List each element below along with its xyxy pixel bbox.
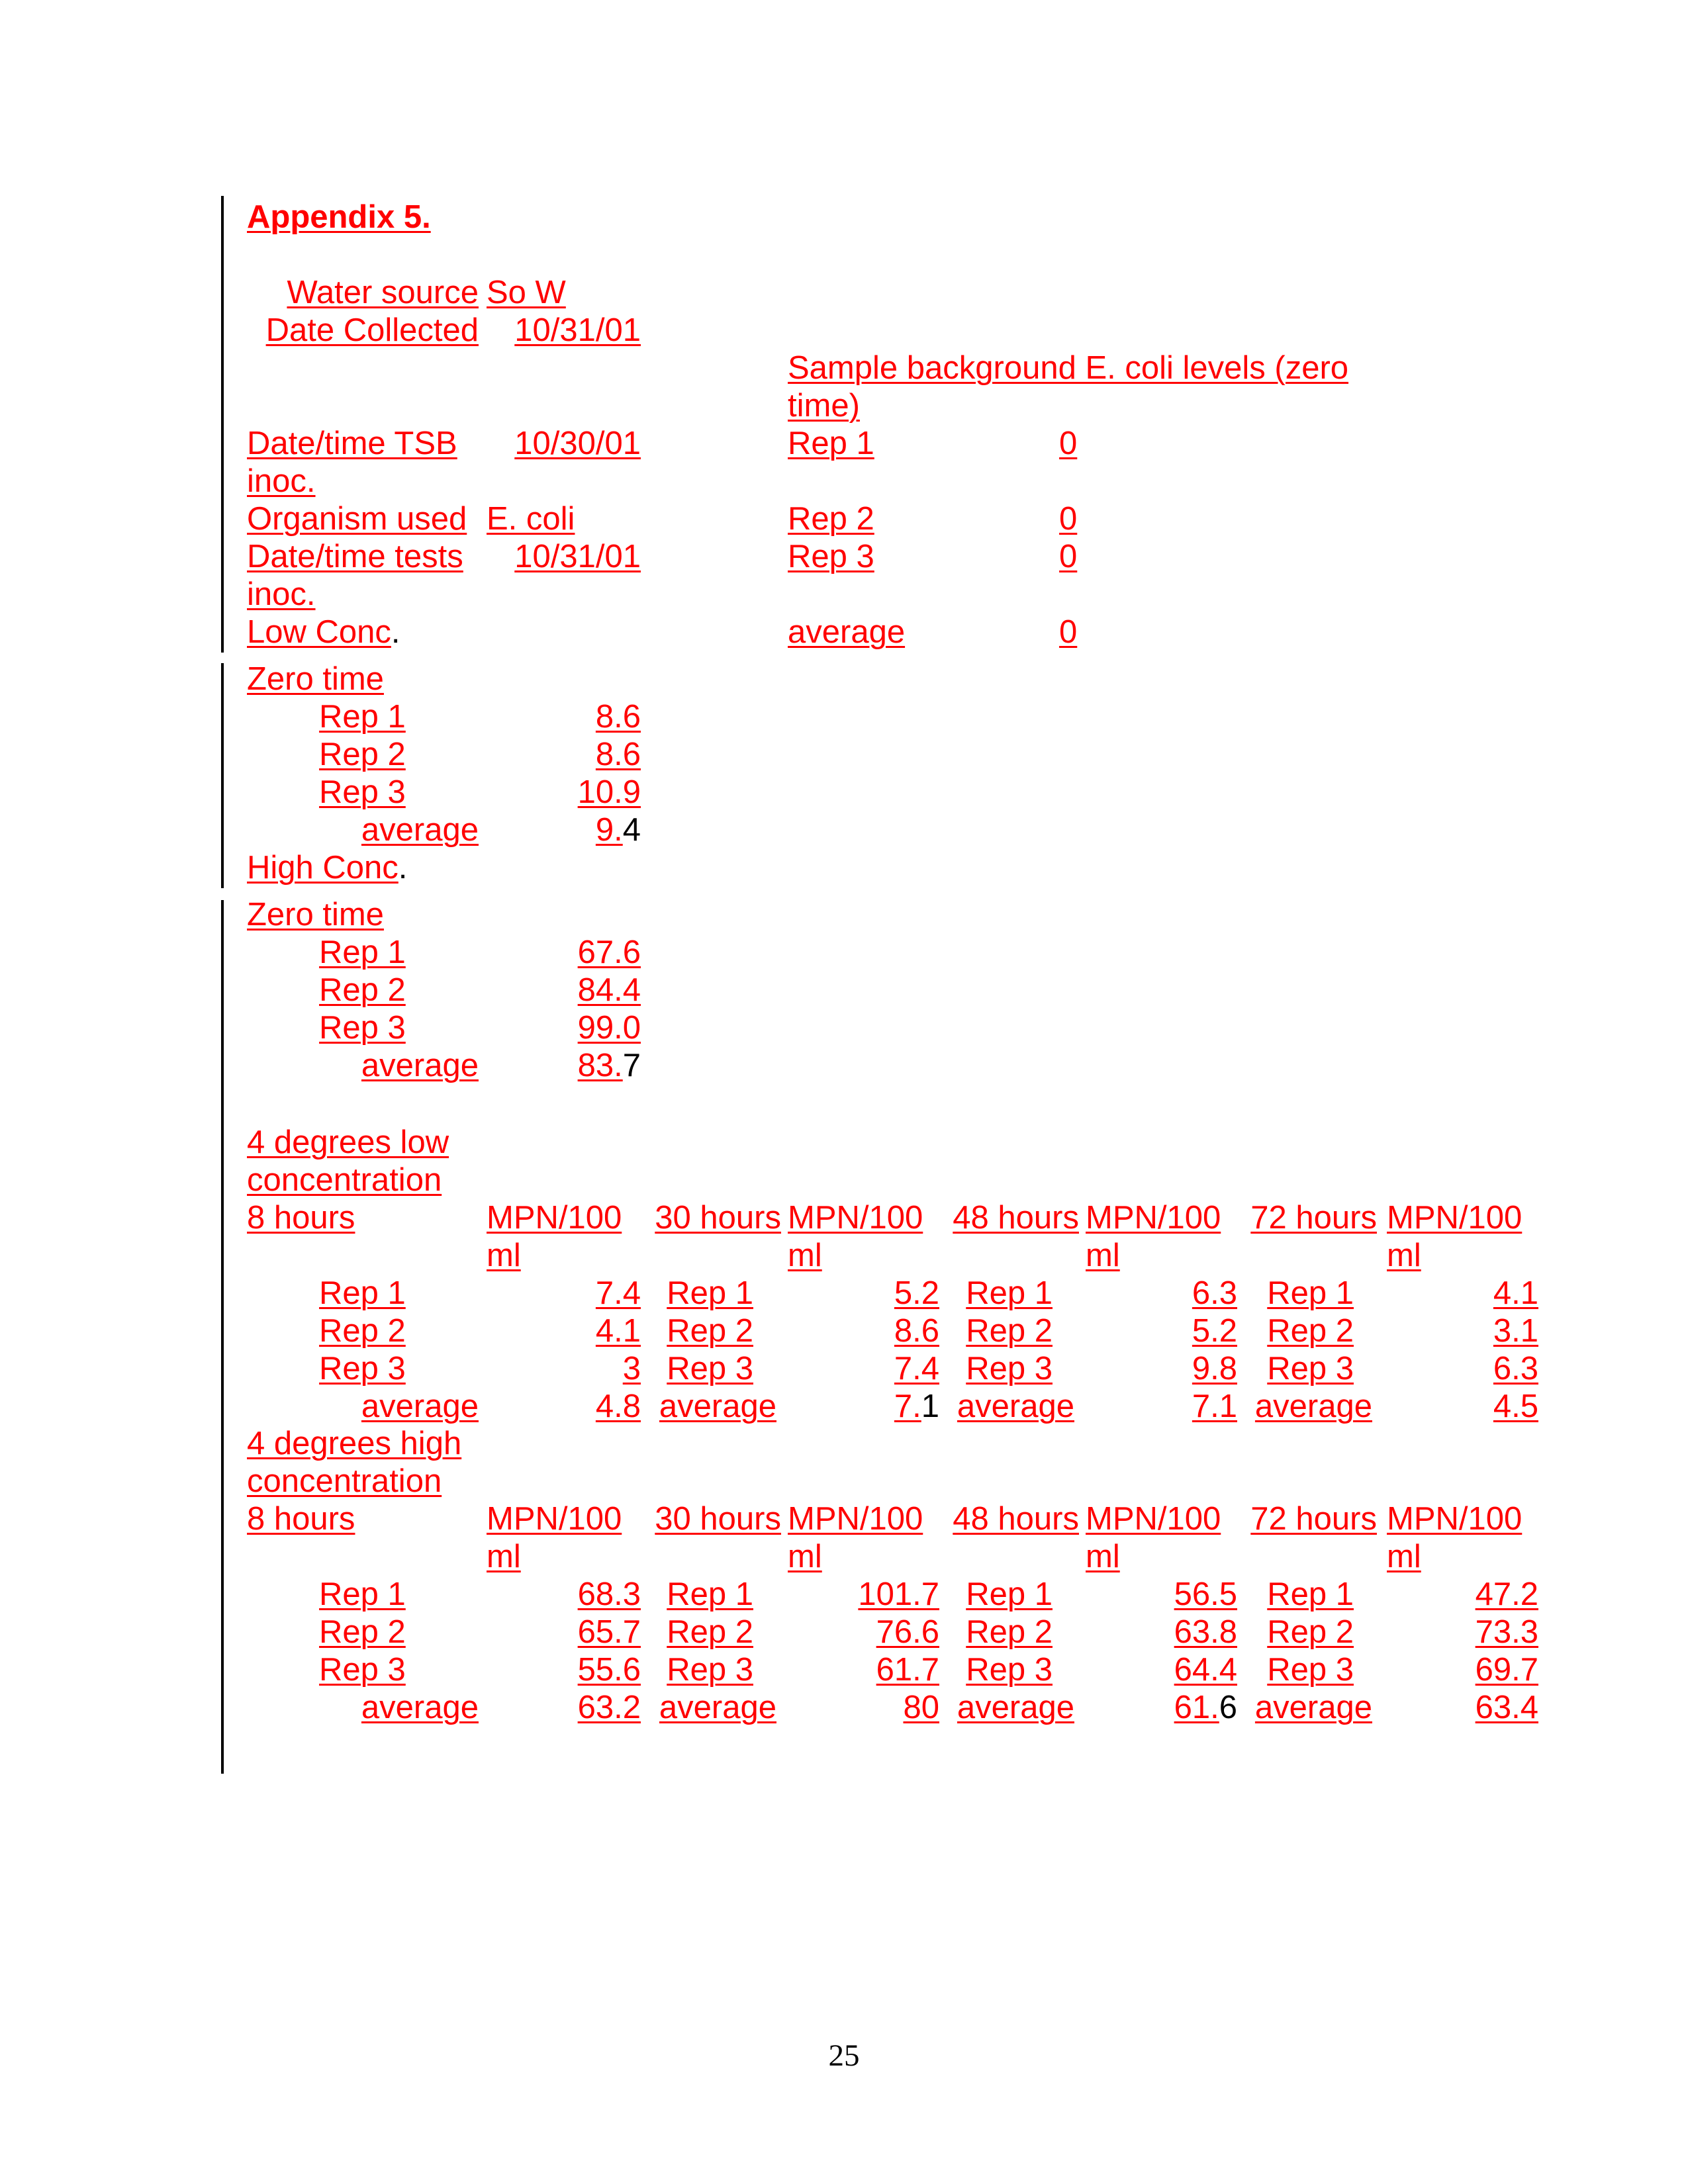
low-4deg-average-label: average — [659, 1388, 776, 1424]
high-4deg-hours-label: 8 hours — [247, 1501, 355, 1537]
low-4deg-rep-label: Rep 3 — [1267, 1351, 1354, 1387]
low-rep-value: 10.9 — [577, 774, 641, 810]
low-conc-label: Low Conc — [247, 614, 391, 650]
high-4deg-rep-label: Rep 2 — [1267, 1614, 1354, 1650]
high-rep-label: Rep 2 — [319, 972, 406, 1008]
low-4deg-title-cont: concentration — [247, 1162, 442, 1198]
high-average-value-main: 83. — [577, 1048, 623, 1083]
background-title-cont: time) — [788, 388, 860, 424]
low-4deg-rep-value: 5.2 — [1192, 1313, 1237, 1349]
change-bar — [221, 900, 224, 1774]
high-4deg-rep-label: Rep 3 — [667, 1652, 753, 1688]
high-4deg-rep-label: Rep 3 — [966, 1652, 1053, 1688]
low-4deg-hours-label: 30 hours — [655, 1200, 781, 1236]
high-conc-label: High Conc — [247, 850, 399, 886]
low-average-value-main: 9. — [595, 812, 623, 848]
high-4deg-average-value — [1476, 1689, 1538, 1727]
background-average-value: 0 — [1059, 614, 1078, 650]
high-rep-value: 84.4 — [577, 972, 641, 1008]
low-4deg-rep-label: Rep 1 — [667, 1275, 753, 1311]
high-4deg-rep-value: 55.6 — [577, 1652, 641, 1688]
high-4deg-rep-label: Rep 2 — [319, 1614, 406, 1650]
low-rep-label: Rep 1 — [319, 699, 406, 735]
low-4deg-rep-label: Rep 2 — [667, 1313, 753, 1349]
low-4deg-average-label: average — [1254, 1388, 1372, 1424]
high-rep-value: 67.6 — [577, 934, 641, 970]
background-average-label: average — [788, 614, 906, 650]
change-bar — [221, 196, 224, 653]
high-4deg-rep-value: 64.4 — [1174, 1652, 1237, 1688]
high-4deg-hours-label: 30 hours — [655, 1501, 781, 1537]
high-4deg-average-value-tail: 6 — [1219, 1690, 1237, 1725]
high-4deg-average-label: average — [659, 1690, 776, 1725]
high-4deg-hours-label: 72 hours — [1250, 1501, 1377, 1537]
low-4deg-rep-value: 4.1 — [595, 1313, 641, 1349]
low-4deg-rep-label: Rep 2 — [966, 1313, 1053, 1349]
high-4deg-hours-label: 48 hours — [953, 1501, 1079, 1537]
high-4deg-average-value-main: 80 — [903, 1690, 939, 1725]
high-4deg-rep-label: Rep 1 — [966, 1576, 1053, 1612]
high-4deg-rep-label: Rep 1 — [667, 1576, 753, 1612]
low-4deg-unit-label-cont: ml — [487, 1238, 521, 1273]
high-4deg-rep-label: Rep 2 — [667, 1614, 753, 1650]
low-4deg-hours-label: 72 hours — [1250, 1200, 1377, 1236]
high-4deg-rep-value: 47.2 — [1475, 1576, 1538, 1612]
low-4deg-average-label: average — [957, 1388, 1074, 1424]
low-4deg-average-value-main: 4.8 — [595, 1388, 641, 1424]
background-rep-value: 0 — [1059, 501, 1078, 537]
high-4deg-rep-value: 56.5 — [1174, 1576, 1237, 1612]
background-rep-value: 0 — [1059, 426, 1078, 461]
low-rep-label: Rep 3 — [319, 774, 406, 810]
high-4deg-unit-label-cont: ml — [487, 1539, 521, 1574]
high-4deg-rep-value: 76.6 — [876, 1614, 939, 1650]
low-4deg-rep-label: Rep 1 — [966, 1275, 1053, 1311]
high-4deg-rep-value: 73.3 — [1475, 1614, 1538, 1650]
low-4deg-rep-value: 9.8 — [1192, 1351, 1237, 1387]
low-4deg-average-value — [1192, 1388, 1237, 1426]
low-average-label: average — [361, 812, 479, 848]
high-4deg-rep-label: Rep 3 — [319, 1652, 406, 1688]
tests-label: Date/time tests — [247, 539, 463, 574]
high-rep-label: Rep 1 — [319, 934, 406, 970]
low-4deg-title: 4 degrees low — [247, 1124, 449, 1160]
high-4deg-unit-label-cont: ml — [1086, 1539, 1120, 1574]
high-4deg-rep-value: 69.7 — [1475, 1652, 1538, 1688]
high-4deg-title-cont: concentration — [247, 1463, 442, 1499]
high-4deg-rep-value: 101.7 — [858, 1576, 939, 1612]
low-4deg-rep-label: Rep 1 — [1267, 1275, 1354, 1311]
tests-value: 10/31/01 — [514, 539, 641, 574]
low-4deg-unit-label: MPN/100 — [788, 1200, 923, 1236]
high-4deg-unit-label: MPN/100 — [1387, 1501, 1523, 1537]
tsb-label: Date/time TSB — [247, 426, 457, 461]
high-4deg-rep-value: 63.8 — [1174, 1614, 1237, 1650]
organism-label: Organism used — [247, 501, 467, 537]
background-rep-label: Rep 2 — [788, 501, 874, 537]
low-4deg-rep-label: Rep 1 — [319, 1275, 406, 1311]
high-4deg-rep-value: 61.7 — [876, 1652, 939, 1688]
tsb-label-cont: inoc. — [247, 463, 316, 499]
water-source-value: So W — [487, 275, 566, 310]
high-average-value — [578, 1047, 641, 1085]
high-4deg-title: 4 degrees high — [247, 1426, 462, 1461]
low-4deg-average-value-tail: 1 — [921, 1388, 939, 1424]
low-4deg-average-value-main: 7. — [894, 1388, 921, 1424]
low-4deg-rep-value: 8.6 — [894, 1313, 939, 1349]
high-conc-heading — [247, 849, 407, 887]
background-rep-label: Rep 1 — [788, 426, 874, 461]
high-4deg-rep-label: Rep 1 — [1267, 1576, 1354, 1612]
low-rep-value: 8.6 — [595, 737, 641, 772]
low-4deg-rep-label: Rep 2 — [1267, 1313, 1354, 1349]
water-source-label: Water source — [287, 275, 479, 310]
low-conc-period: . — [391, 614, 400, 650]
change-bar — [221, 663, 224, 888]
high-rep-value: 99.0 — [577, 1010, 641, 1046]
low-conc-heading — [247, 614, 400, 651]
background-rep-label: Rep 3 — [788, 539, 874, 574]
low-4deg-rep-value: 3 — [622, 1351, 641, 1387]
low-4deg-unit-label-cont: ml — [788, 1238, 822, 1273]
low-4deg-rep-value: 7.4 — [894, 1351, 939, 1387]
low-4deg-unit-label-cont: ml — [1387, 1238, 1421, 1273]
low-4deg-rep-label: Rep 3 — [667, 1351, 753, 1387]
high-4deg-rep-value: 65.7 — [577, 1614, 641, 1650]
low-rep-label: Rep 2 — [319, 737, 406, 772]
high-4deg-unit-label: MPN/100 — [788, 1501, 923, 1537]
high-4deg-average-value — [903, 1689, 939, 1727]
low-4deg-rep-label: Rep 2 — [319, 1313, 406, 1349]
high-zero-time-label: Zero time — [247, 897, 384, 933]
high-4deg-rep-label: Rep 1 — [319, 1576, 406, 1612]
high-4deg-rep-label: Rep 3 — [1267, 1652, 1354, 1688]
low-average-value-tail: 4 — [622, 812, 641, 848]
background-rep-value: 0 — [1059, 539, 1078, 574]
low-4deg-average-value-main: 4.5 — [1493, 1388, 1538, 1424]
high-rep-label: Rep 3 — [319, 1010, 406, 1046]
high-conc-period: . — [398, 850, 408, 886]
high-4deg-average-label: average — [1254, 1690, 1372, 1725]
low-4deg-unit-label: MPN/100 — [487, 1200, 622, 1236]
high-4deg-unit-label: MPN/100 — [1086, 1501, 1221, 1537]
low-4deg-average-value-main: 7.1 — [1192, 1388, 1237, 1424]
low-4deg-rep-value: 6.3 — [1192, 1275, 1237, 1311]
high-4deg-unit-label-cont: ml — [788, 1539, 822, 1574]
low-4deg-unit-label: MPN/100 — [1086, 1200, 1221, 1236]
high-4deg-average-value — [578, 1689, 641, 1727]
low-4deg-rep-value: 4.1 — [1493, 1275, 1538, 1311]
low-4deg-rep-value: 3.1 — [1493, 1313, 1538, 1349]
high-4deg-average-value — [1174, 1689, 1237, 1727]
low-4deg-average-value — [1493, 1388, 1538, 1426]
high-average-value-tail: 7 — [622, 1048, 641, 1083]
date-collected-label: Date Collected — [265, 312, 479, 348]
high-4deg-average-label: average — [957, 1690, 1074, 1725]
background-title: Sample background E. coli levels (zero — [788, 350, 1349, 386]
high-4deg-average-label: average — [361, 1690, 479, 1725]
low-rep-value: 8.6 — [595, 699, 641, 735]
low-4deg-rep-value: 5.2 — [894, 1275, 939, 1311]
low-4deg-rep-value: 7.4 — [595, 1275, 641, 1311]
low-4deg-rep-value: 6.3 — [1493, 1351, 1538, 1387]
low-4deg-unit-label: MPN/100 — [1387, 1200, 1523, 1236]
high-4deg-rep-label: Rep 2 — [966, 1614, 1053, 1650]
page-number: 25 — [828, 2038, 860, 2073]
low-4deg-average-value — [894, 1388, 939, 1426]
low-zero-time-label: Zero time — [247, 661, 384, 697]
page-title: Appendix 5. — [247, 199, 431, 235]
high-4deg-unit-label-cont: ml — [1387, 1539, 1421, 1574]
tsb-value: 10/30/01 — [514, 426, 641, 461]
high-4deg-average-value-main: 61. — [1174, 1690, 1219, 1725]
tests-label-cont: inoc. — [247, 576, 316, 612]
low-4deg-rep-label: Rep 3 — [966, 1351, 1053, 1387]
high-4deg-average-value-main: 63.4 — [1475, 1690, 1538, 1725]
low-4deg-average-value — [596, 1388, 641, 1426]
high-4deg-average-value-main: 63.2 — [577, 1690, 641, 1725]
low-4deg-unit-label-cont: ml — [1086, 1238, 1120, 1273]
high-4deg-unit-label: MPN/100 — [487, 1501, 622, 1537]
date-collected-value: 10/31/01 — [514, 312, 641, 348]
low-4deg-hours-label: 48 hours — [953, 1200, 1079, 1236]
high-4deg-rep-value: 68.3 — [577, 1576, 641, 1612]
high-average-label: average — [361, 1048, 479, 1083]
low-average-value — [596, 811, 641, 849]
organism-value: E. coli — [487, 501, 575, 537]
low-4deg-hours-label: 8 hours — [247, 1200, 355, 1236]
low-4deg-average-label: average — [361, 1388, 479, 1424]
low-4deg-rep-label: Rep 3 — [319, 1351, 406, 1387]
